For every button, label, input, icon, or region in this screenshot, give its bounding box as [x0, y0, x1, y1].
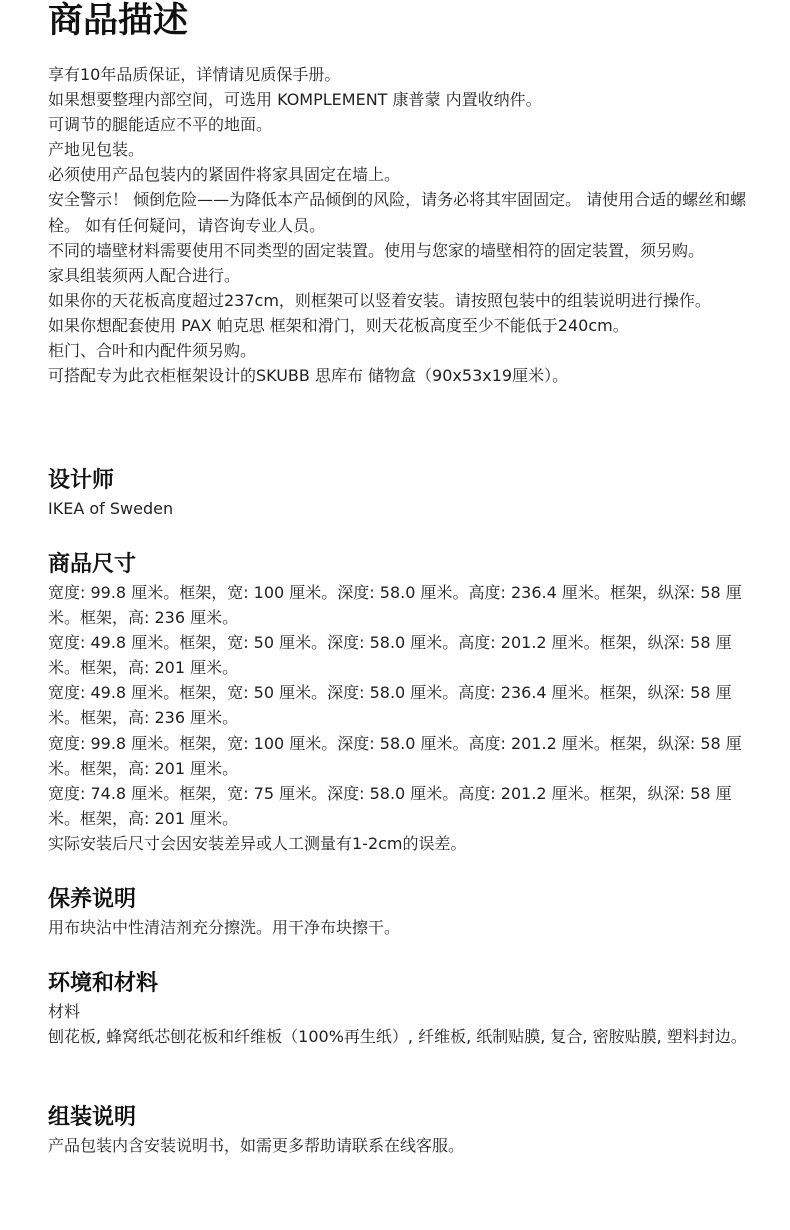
description-line: 如果你的天花板高度超过237cm，则框架可以竖着安装。请按照包装中的组装说明进行操作。 — [48, 290, 711, 310]
materials-lines — [48, 999, 748, 1049]
designer-name: IKEA of Sweden — [48, 499, 174, 518]
description-line: 必须使用产品包装内的紧固件将家具固定在墙上。 — [48, 165, 401, 185]
description-line: 安全警示！ 倾倒危险——为降低本产品倾倒的风险，请务必将其牢固固定。 请使用合适的螺丝和螺栓。 如有任何疑问，请咨询专业人员。 — [48, 190, 747, 235]
dimension-line: 宽度: 99.8 厘米。框架，宽: 100 厘米。深度: 58.0 厘米。高度: 236.4 厘米。框架，纵深: 58 厘米。框架，高: 236 厘米。 — [48, 583, 742, 628]
description-line: 可搭配专为此衣柜框架设计的SKUBB 思库布 储物盒（90x53x19厘米）。 — [48, 366, 569, 386]
care-line: 用布块沾中性清洁剂充分擦洗。用干净布块擦干。 — [48, 918, 401, 937]
product-description-lines — [48, 62, 748, 388]
materials-label: 材料 — [48, 1002, 81, 1021]
dimension-line: 宽度: 49.8 厘米。框架，宽: 50 厘米。深度: 58.0 厘米。高度: 236.4 厘米。框架，纵深: 58 厘米。框架，高: 236 厘米。 — [48, 683, 732, 728]
designer-lines — [48, 496, 748, 521]
assembly-lines — [48, 1133, 748, 1158]
dimension-note: 实际安装后尺寸会因安装差异或人工测量有1-2cm的误差。 — [48, 833, 467, 853]
description-line: 如果想要整理内部空间，可选用 KOMPLEMENT 康普蒙 内置收纳件。 — [48, 90, 542, 110]
product-description-section — [48, 0, 748, 388]
dimensions-title: 商品尺寸 — [48, 552, 137, 577]
dimensions-lines — [48, 580, 748, 856]
care-lines — [48, 915, 748, 940]
description-line: 柜门、合叶和内配件须另购。 — [48, 341, 257, 361]
dimensions-section — [48, 550, 748, 856]
description-line: 如果你想配套使用 PAX 帕克思 框架和滑门，则天花板高度至少不能低于240cm。 — [48, 315, 629, 335]
description-line: 可调节的腿能适应不平的地面。 — [48, 115, 273, 135]
assembly-line: 产品包装内含安装说明书，如需更多帮助请联系在线客服。 — [48, 1136, 465, 1155]
care-section — [48, 885, 748, 940]
dimension-line: 宽度: 74.8 厘米。框架，宽: 75 厘米。深度: 58.0 厘米。高度: 201.2 厘米。框架，纵深: 58 厘米。框架，高: 201 厘米。 — [48, 783, 732, 828]
description-line: 家具组装须两人配合进行。 — [48, 265, 241, 285]
materials-title: 环境和材料 — [48, 971, 159, 996]
dimension-line: 宽度: 49.8 厘米。框架，宽: 50 厘米。深度: 58.0 厘米。高度: 201.2 厘米。框架，纵深: 58 厘米。框架，高: 201 厘米。 — [48, 633, 732, 678]
designer-section — [48, 466, 748, 521]
dimension-line: 宽度: 99.8 厘米。框架，宽: 100 厘米。深度: 58.0 厘米。高度: 201.2 厘米。框架，纵深: 58 厘米。框架，高: 201 厘米。 — [48, 733, 742, 778]
materials-line: 刨花板, 蜂窝纸芯刨花板和纤维板（100%再生纸）, 纤维板, 纸制贴膜, 复合, 密胺贴膜, 塑料封边。 — [48, 1027, 747, 1047]
description-line: 享有10年品质保证，详情请见质保手册。 — [48, 65, 341, 84]
materials-section — [48, 969, 748, 1049]
assembly-title: 组装说明 — [48, 1105, 137, 1130]
care-title: 保养说明 — [48, 887, 137, 912]
designer-title: 设计师 — [48, 468, 115, 493]
description-line: 产地见包装。 — [48, 140, 145, 160]
description-line: 不同的墙壁材料需要使用不同类型的固定装置。使用与您家的墙壁相符的固定装置，须另购。 — [48, 240, 705, 260]
assembly-section — [48, 1103, 748, 1158]
product-description-title: 商品描述 — [48, 1, 189, 41]
